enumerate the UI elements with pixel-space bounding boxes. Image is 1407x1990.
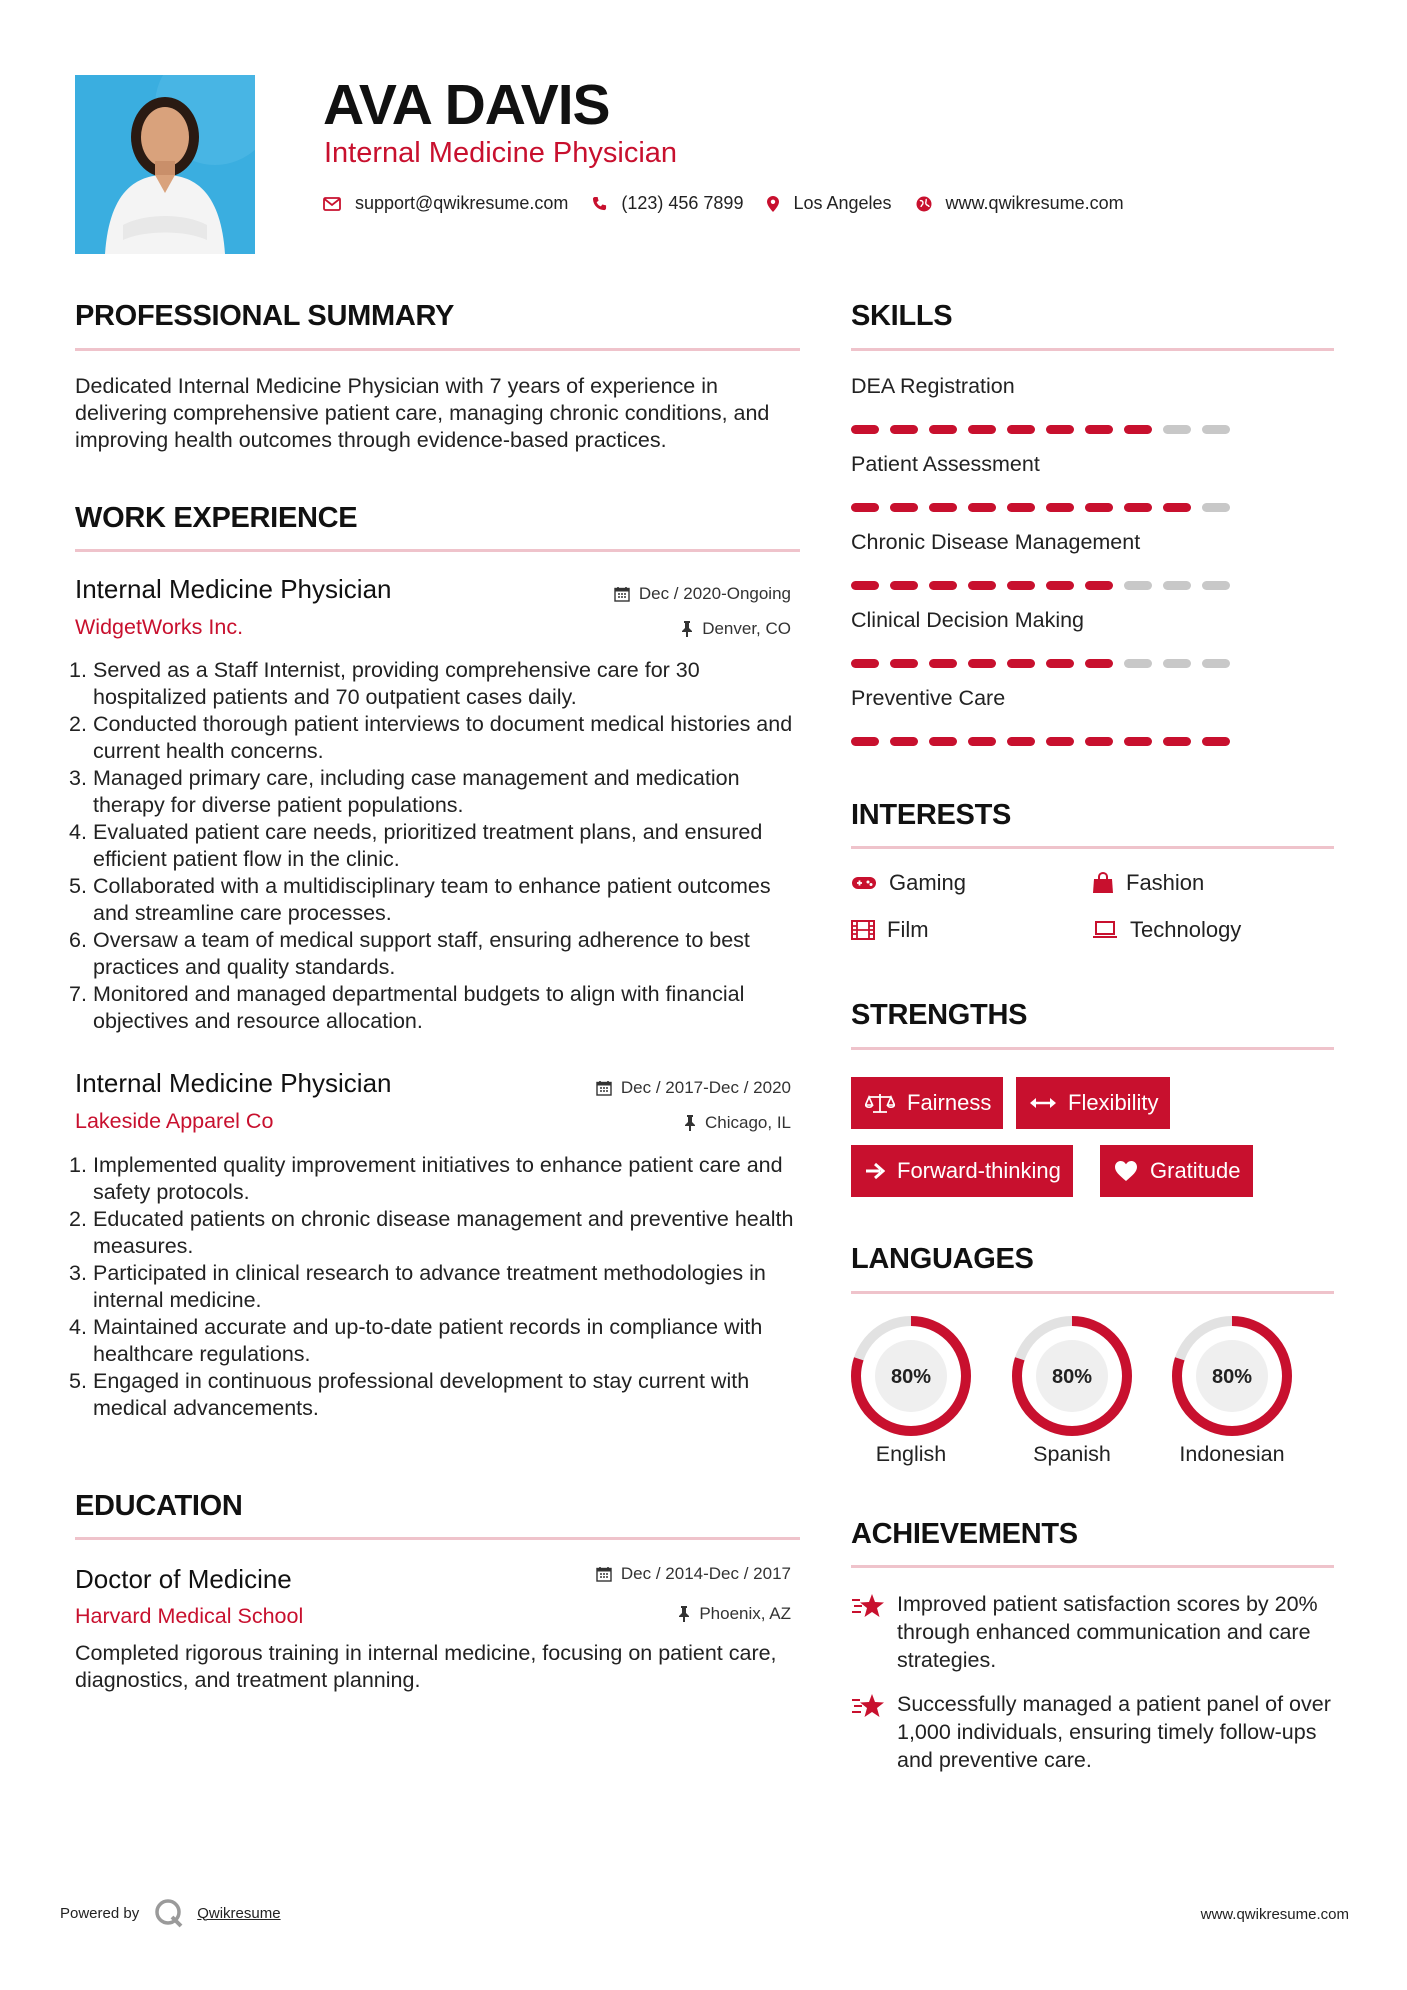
skill-segment-filled [890, 737, 918, 746]
job-location [681, 619, 791, 639]
achievement-item [851, 1690, 1331, 1774]
education-dates [596, 1564, 791, 1584]
job-dates [596, 1078, 791, 1098]
education-heading: EDUCATION [75, 1490, 243, 1522]
achievement-text: Improved patient satisfaction scores by 20% through enhanced communication and care strategies. [897, 1592, 1318, 1672]
company-name: WidgetWorks Inc. [75, 615, 244, 639]
skill-segment-filled [1124, 425, 1152, 434]
achievement-text: Successfully managed a patient panel of over 1,000 individuals, ensuring timely follow-ups and preventive care. [897, 1692, 1331, 1772]
skill-segment-filled [1163, 503, 1191, 512]
strengths-rule [851, 1047, 1334, 1050]
list-item: 5. Collaborated with a multidisciplinary team to enhance patient outcomes and streamline care processes. [69, 874, 771, 925]
arrows-horizontal-icon [1030, 1096, 1056, 1110]
language-item [849, 1314, 973, 1467]
job-location-text: Chicago, IL [705, 1113, 791, 1132]
skill-segment-filled [1124, 503, 1152, 512]
skill-segment-filled [968, 659, 996, 668]
contact-phone[interactable] [592, 193, 743, 214]
strength-label: Flexibility [1068, 1090, 1159, 1115]
skill-name: Patient Assessment [851, 452, 1040, 476]
job-bullets [69, 1152, 799, 1422]
interest-item [1092, 870, 1204, 896]
envelope-icon [323, 197, 341, 211]
skill-bar [851, 659, 1241, 668]
skill-segment-filled [968, 503, 996, 512]
skill-segment-filled [1085, 425, 1113, 434]
skill-segment-filled [929, 425, 957, 434]
skill-segment-filled [1046, 737, 1074, 746]
skill-segment-filled [890, 503, 918, 512]
shooting-star-icon [851, 1692, 885, 1720]
laptop-icon [1092, 921, 1118, 939]
education-dates-text: Dec / 2014-Dec / 2017 [620, 1564, 791, 1583]
language-percent: 80% [1051, 1366, 1093, 1388]
list-item: 6. Oversaw a team of medical support staff, ensuring adherence to best practices and quality standards. [69, 928, 750, 979]
powered-by-text: Powered by [60, 1904, 140, 1922]
interest-label: Film [887, 917, 929, 942]
contact-location [767, 193, 891, 214]
skill-segment-filled [1202, 737, 1230, 746]
skill-segment-filled [1046, 581, 1074, 590]
skill-segment-filled [851, 503, 879, 512]
skill-segment-empty [1202, 659, 1230, 668]
skill-segment-filled [968, 737, 996, 746]
strength-badge [1016, 1077, 1170, 1129]
school-name: Harvard Medical School [75, 1604, 304, 1628]
map-marker-icon [767, 196, 779, 212]
list-item: 1. Implemented quality improvement initiatives to enhance patient care and safety protocols. [69, 1153, 783, 1204]
contact-row [323, 193, 1148, 214]
job-title: Internal Medicine Physician [75, 574, 392, 604]
skill-segment-filled [1085, 581, 1113, 590]
calendar-icon [614, 586, 630, 602]
skill-segment-filled [929, 737, 957, 746]
job-dates-text: Dec / 2020-Ongoing [638, 584, 791, 603]
skill-segment-empty [1202, 503, 1230, 512]
pushpin-icon [678, 1606, 690, 1622]
job-location [684, 1113, 791, 1133]
contact-email-text: support@qwikresume.com [355, 193, 569, 213]
language-item [1010, 1314, 1134, 1467]
skill-segment-filled [968, 581, 996, 590]
skill-segment-empty [1163, 425, 1191, 434]
interests-rule [851, 846, 1334, 849]
skill-segment-filled [890, 581, 918, 590]
skill-segment-empty [1163, 659, 1191, 668]
skill-bar [851, 425, 1241, 434]
strength-label: Forward-thinking [897, 1158, 1061, 1183]
list-item: 2. Educated patients on chronic disease management and preventive health measures. [69, 1207, 794, 1258]
company-name: Lakeside Apparel Co [75, 1109, 274, 1133]
list-item: 5. Engaged in continuous professional development to stay current with medical advancements. [69, 1369, 750, 1420]
skill-segment-filled [1085, 659, 1113, 668]
language-name: Spanish [1033, 1442, 1111, 1466]
interest-label: Fashion [1126, 870, 1205, 895]
calendar-icon [596, 1566, 612, 1582]
skill-segment-empty [1202, 425, 1230, 434]
interest-item [851, 917, 929, 943]
balance-scale-icon [865, 1092, 895, 1114]
pushpin-icon [681, 621, 693, 637]
summary-heading: PROFESSIONAL SUMMARY [75, 300, 455, 332]
education-rule [75, 1537, 800, 1540]
list-item: 4. Maintained accurate and up-to-date patient records in compliance with healthcare regulations. [69, 1315, 763, 1366]
strength-label: Gratitude [1150, 1158, 1241, 1183]
skill-segment-filled [929, 503, 957, 512]
skill-name: DEA Registration [851, 374, 1015, 398]
list-item: 7. Monitored and managed departmental budgets to align with financial objectives and resource allocation. [69, 982, 745, 1033]
strengths-heading: STRENGTHS [851, 999, 1028, 1031]
skills-rule [851, 348, 1334, 351]
skill-segment-filled [1007, 581, 1035, 590]
skill-segment-filled [929, 659, 957, 668]
skill-segment-filled [851, 659, 879, 668]
language-name: English [875, 1442, 947, 1466]
job-bullets [69, 657, 799, 1035]
list-item: 3. Managed primary care, including case management and medication therapy for diverse patient populations. [69, 766, 740, 817]
strength-badge [851, 1145, 1073, 1197]
skill-bar [851, 581, 1241, 590]
language-percent: 80% [890, 1366, 932, 1388]
skill-segment-filled [968, 425, 996, 434]
contact-location-text: Los Angeles [793, 193, 892, 213]
education-description: Completed rigorous training in internal medicine, focusing on patient care, diagnostics, and treatment planning. [75, 1641, 777, 1692]
phone-icon [592, 196, 607, 211]
achievement-item [851, 1590, 1331, 1674]
contact-email[interactable] [323, 193, 568, 214]
skill-segment-filled [1007, 737, 1035, 746]
interest-item [1092, 917, 1241, 943]
language-ring [849, 1314, 973, 1438]
profile-photo [75, 75, 255, 254]
languages-heading: LANGUAGES [851, 1243, 1034, 1275]
skill-segment-empty [1124, 581, 1152, 590]
contact-website[interactable] [916, 193, 1124, 214]
heart-icon [1114, 1160, 1138, 1182]
list-item: 4. Evaluated patient care needs, prioritized treatment plans, and ensured efficient patient flow in the clinic. [69, 820, 763, 871]
skill-segment-filled [1007, 425, 1035, 434]
calendar-icon [596, 1080, 612, 1096]
skill-segment-filled [1085, 503, 1113, 512]
skill-segment-filled [1046, 503, 1074, 512]
strength-label: Fairness [907, 1090, 992, 1115]
strength-badge [1100, 1145, 1253, 1197]
skill-name: Preventive Care [851, 686, 1006, 710]
candidate-role: Internal Medicine Physician [324, 137, 678, 169]
job-location-text: Denver, CO [702, 619, 791, 638]
interest-label: Technology [1130, 917, 1242, 942]
arrow-right-icon [865, 1162, 885, 1180]
skill-bar [851, 503, 1241, 512]
skill-segment-filled [890, 659, 918, 668]
skill-segment-filled [1007, 503, 1035, 512]
experience-heading: WORK EXPERIENCE [75, 502, 358, 534]
skill-segment-empty [1124, 659, 1152, 668]
skill-segment-filled [1163, 737, 1191, 746]
contact-phone-text: (123) 456 7899 [621, 193, 744, 213]
skill-segment-filled [1046, 659, 1074, 668]
interests-heading: INTERESTS [851, 799, 1012, 831]
job-title: Internal Medicine Physician [75, 1068, 392, 1098]
list-item: 1. Served as a Staff Internist, providing comprehensive care for 30 hospitalized patients and 70 outpatient cases daily. [69, 658, 700, 709]
skill-segment-filled [929, 581, 957, 590]
qwikresume-link[interactable]: Qwikresume [197, 1904, 281, 1922]
strength-badge [851, 1077, 1003, 1129]
language-percent: 80% [1211, 1366, 1253, 1388]
skills-heading: SKILLS [851, 300, 953, 332]
skill-segment-empty [1163, 581, 1191, 590]
experience-rule [75, 549, 800, 552]
skill-segment-filled [1007, 659, 1035, 668]
skill-segment-filled [890, 425, 918, 434]
candidate-name: AVA DAVIS [323, 73, 610, 137]
skill-segment-empty [1202, 581, 1230, 590]
skill-bar [851, 737, 1241, 746]
education-location-text: Phoenix, AZ [699, 1604, 791, 1623]
footer-url[interactable]: www.qwikresume.com [1200, 1906, 1349, 1923]
skill-segment-filled [851, 425, 879, 434]
language-ring [1170, 1314, 1294, 1438]
interest-item [851, 870, 966, 896]
education-location [678, 1604, 791, 1624]
summary-rule [75, 348, 800, 351]
skill-segment-filled [1124, 737, 1152, 746]
pushpin-icon [684, 1115, 696, 1131]
list-item: 3. Participated in clinical research to advance treatment methodologies in internal medicine. [69, 1261, 766, 1312]
globe-icon [916, 196, 932, 212]
achievements-rule [851, 1565, 1334, 1568]
job-dates-text: Dec / 2017-Dec / 2020 [620, 1078, 791, 1097]
language-item [1170, 1314, 1294, 1467]
footer-powered-by [60, 1898, 281, 1928]
languages-rule [851, 1291, 1334, 1294]
language-ring [1010, 1314, 1134, 1438]
skill-segment-filled [1085, 737, 1113, 746]
skill-segment-filled [851, 737, 879, 746]
interest-label: Gaming [889, 870, 967, 895]
summary-text: Dedicated Internal Medicine Physician with 7 years of experience in delivering comprehensive patient care, managing chronic conditions, and improving health outcomes through evidence-based practices. [75, 374, 770, 452]
job-dates [614, 584, 791, 604]
qwikresume-logo-icon [153, 1898, 185, 1928]
skill-name: Clinical Decision Making [851, 608, 1085, 632]
language-name: Indonesian [1179, 1442, 1285, 1466]
shooting-star-icon [851, 1592, 885, 1620]
skill-name: Chronic Disease Management [851, 530, 1141, 554]
achievements-heading: ACHIEVEMENTS [851, 1518, 1078, 1550]
skill-segment-filled [1046, 425, 1074, 434]
degree-title: Doctor of Medicine [75, 1564, 292, 1594]
film-icon [851, 920, 875, 940]
skill-segment-filled [851, 581, 879, 590]
shopping-bag-icon [1092, 872, 1114, 894]
list-item: 2. Conducted thorough patient interviews to document medical histories and current health concerns. [69, 712, 793, 763]
gamepad-icon [851, 874, 877, 892]
contact-website-text: www.qwikresume.com [945, 193, 1124, 213]
